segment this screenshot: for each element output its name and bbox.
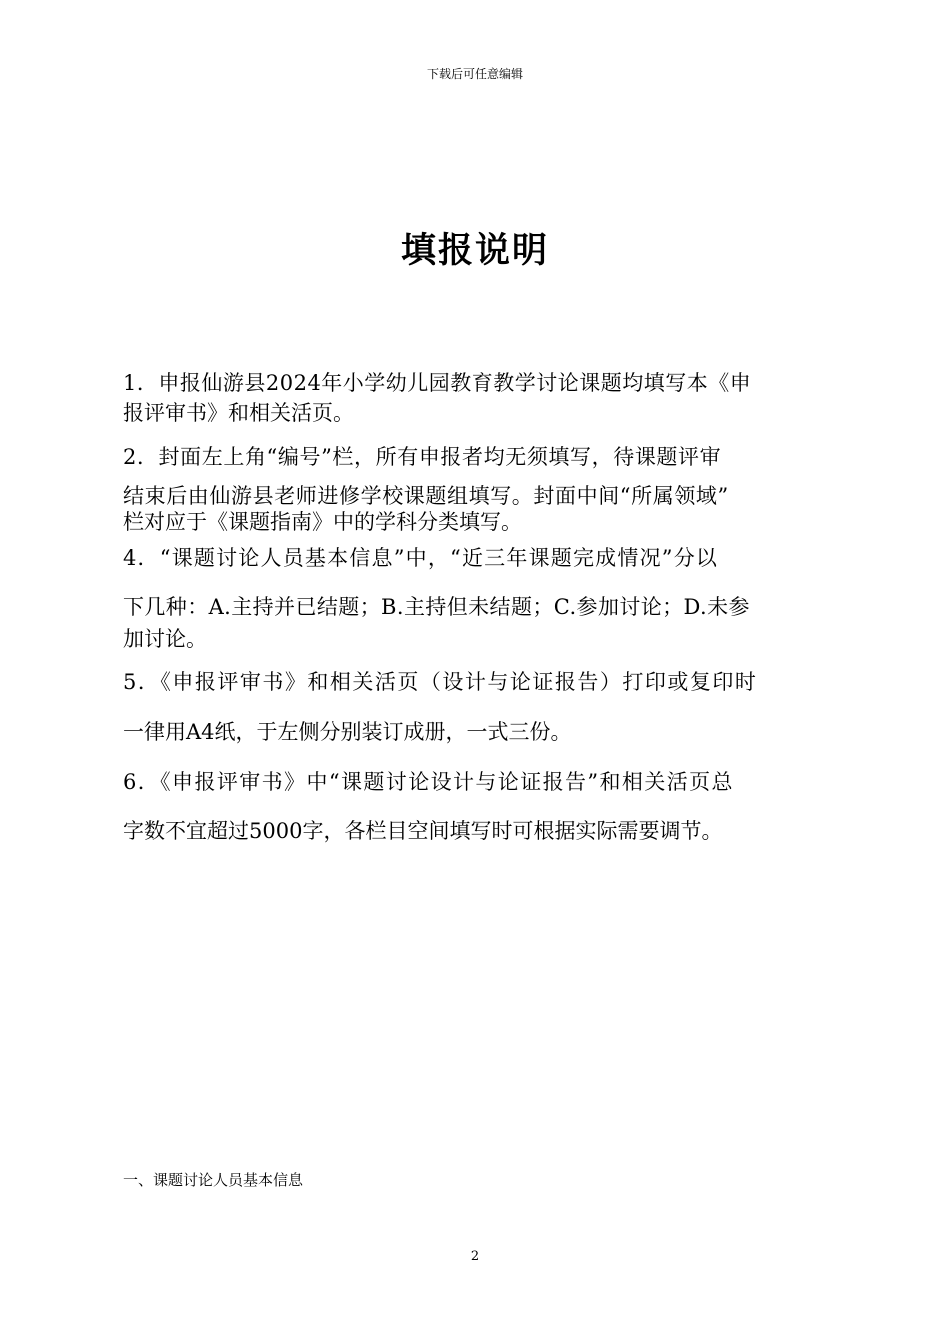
instruction-line: 1．申报仙游县2024年小学幼儿园教育教学讨论课题均填写本《申 bbox=[123, 371, 752, 395]
instruction-line: 5．《申报评审书》和相关活页（设计与论证报告）打印或复印时 bbox=[123, 670, 758, 694]
section-caption: 一、课题讨论人员基本信息 bbox=[123, 1171, 304, 1189]
instruction-line: 6．《申报评审书》中“课题讨论设计与论证报告”和相关活页总 bbox=[123, 770, 734, 794]
page-title: 填报说明 bbox=[400, 231, 549, 271]
instruction-line: 报评审书》和相关活页。 bbox=[123, 401, 354, 425]
page-number: 2 bbox=[470, 1249, 480, 1264]
instruction-line: 一律用A4纸，于左侧分别装订成册，一式三份。 bbox=[123, 720, 572, 744]
instruction-line: 加讨论。 bbox=[123, 627, 207, 651]
instruction-line: 下几种：A.主持并已结题；B.主持但未结题；C.参加讨论；D.未参 bbox=[123, 595, 750, 619]
header-note: 下载后可任意编辑 bbox=[426, 67, 523, 81]
instruction-line: 栏对应于《课题指南》中的学科分类填写。 bbox=[123, 510, 522, 534]
instruction-line: 4．“课题讨论人员基本信息”中，“近三年课题完成情况”分以 bbox=[123, 546, 719, 570]
instruction-line: 结束后由仙游县老师进修学校课题组填写。封面中间“所属领域” bbox=[123, 484, 729, 508]
instruction-line: 字数不宜超过5000字，各栏目空间填写时可根据实际需要调节。 bbox=[123, 819, 723, 843]
instruction-line: 2．封面左上角“编号”栏，所有申报者均无须填写，待课题评审 bbox=[123, 445, 722, 469]
